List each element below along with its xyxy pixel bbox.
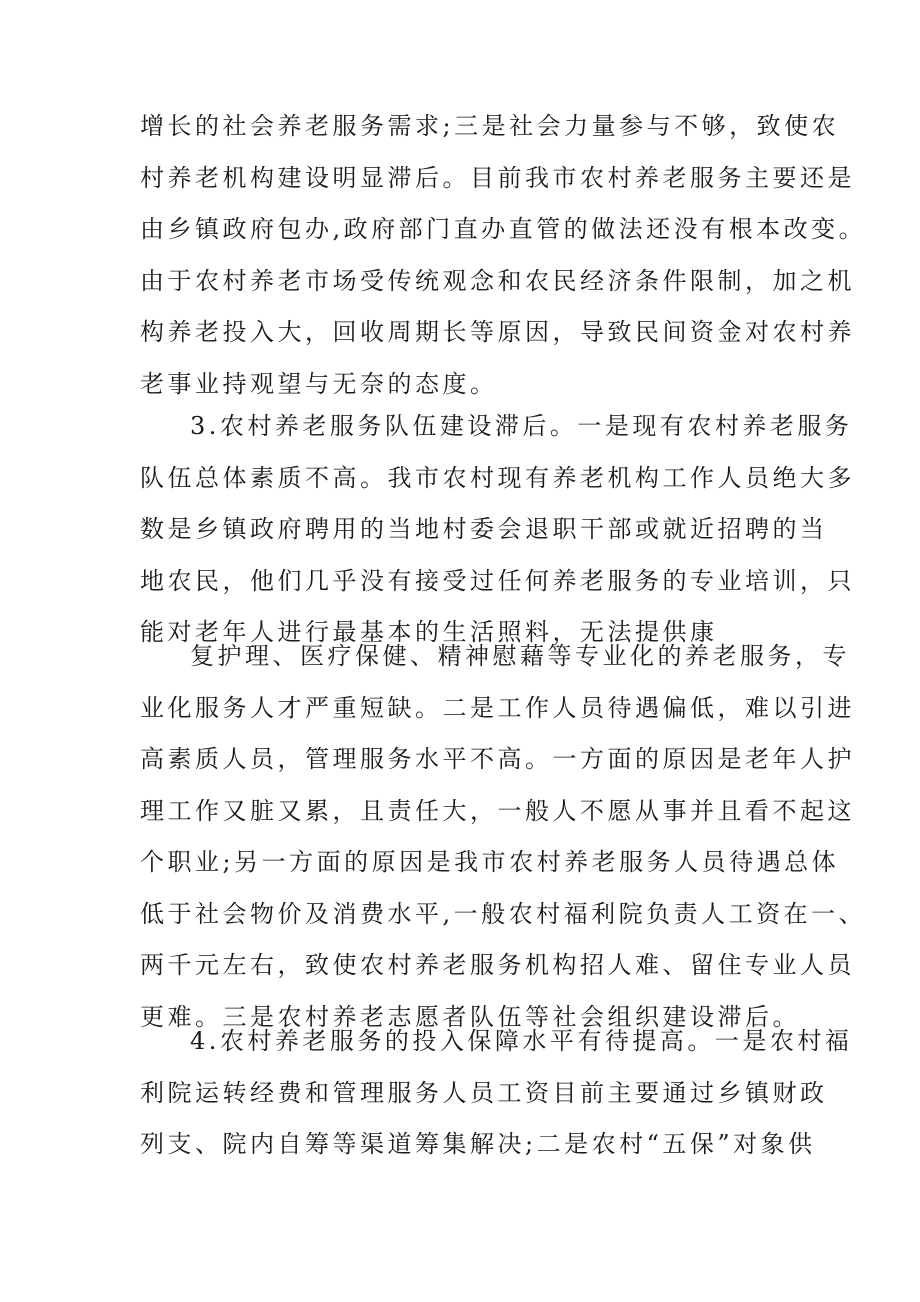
paragraph-2 xyxy=(140,401,855,659)
text-line: 队伍总体素质不高。我市农村现有养老机构工作人员绝大多 xyxy=(140,463,855,492)
text-line: 个职业;另一方面的原因是我市农村养老服务人员待遇总体 xyxy=(140,848,840,876)
text-line: 数是乡镇政府聘用的当地村委会退职干部或就近招聘的当 xyxy=(140,515,828,543)
text-line: 理工作又脏又累，且责任大，一般人不愿从事并且看不起这 xyxy=(140,796,855,825)
text-line: 能对老年人进行最基本的生活照料，无法提供康 xyxy=(140,618,718,646)
text-line: 增长的社会养老服务需求;三是社会力量参与不够，致使农 xyxy=(140,112,840,140)
text-line: 低于社会物价及消费水平,一般农村福利院负责人工资在一、 xyxy=(140,899,867,928)
text-line: 村养老机构建设明显滞后。目前我市农村养老服务主要还是 xyxy=(140,163,855,192)
text-line: 利院运转经费和管理服务人员工资目前主要通过乡镇财政 xyxy=(140,1078,828,1107)
text-line-indented: 3.农村养老服务队伍建设滞后。一是现有农村养老服务 xyxy=(190,412,853,440)
text-line: 列支、院内自筹等渠道筹集解决;二是农村“五保”对象供 xyxy=(140,1130,816,1158)
paragraph-1 xyxy=(140,101,867,410)
text-line: 由于农村养老市场受传统观念和农民经济条件限制，加之机 xyxy=(140,266,855,295)
text-line-indented: 复护理、医疗保健、精神慰藉等专业化的养老服务，专 xyxy=(190,642,850,670)
text-line: 两千元左右，致使农村养老服务机构招人难、留住专业人员 xyxy=(140,951,855,979)
paragraph-4 xyxy=(140,1016,853,1171)
text-line: 高素质人员，管理服务水平不高。一方面的原因是老年人护 xyxy=(140,745,855,773)
paragraph-3 xyxy=(140,631,867,1043)
text-line: 地农民，他们几乎没有接受过任何养老服务的专业培训，只 xyxy=(140,566,855,595)
text-line: 老事业持观望与无奈的态度。 xyxy=(140,369,498,398)
text-line: 更难。三是农村养老志愿者队伍等社会组织建设滞后。 xyxy=(140,1002,800,1031)
text-line-indented: 4.农村养老服务的投入保障水平有待提高。一是农村福 xyxy=(190,1027,853,1055)
text-line: 构养老投入大，回收周期长等原因，导致民间资金对农村养 xyxy=(140,318,855,346)
text-line: 由乡镇政府包办,政府部门直办直管的做法还没有根本改变。 xyxy=(140,215,867,243)
text-line: 业化服务人才严重短缺。二是工作人员待遇偏低，难以引进 xyxy=(140,693,855,722)
